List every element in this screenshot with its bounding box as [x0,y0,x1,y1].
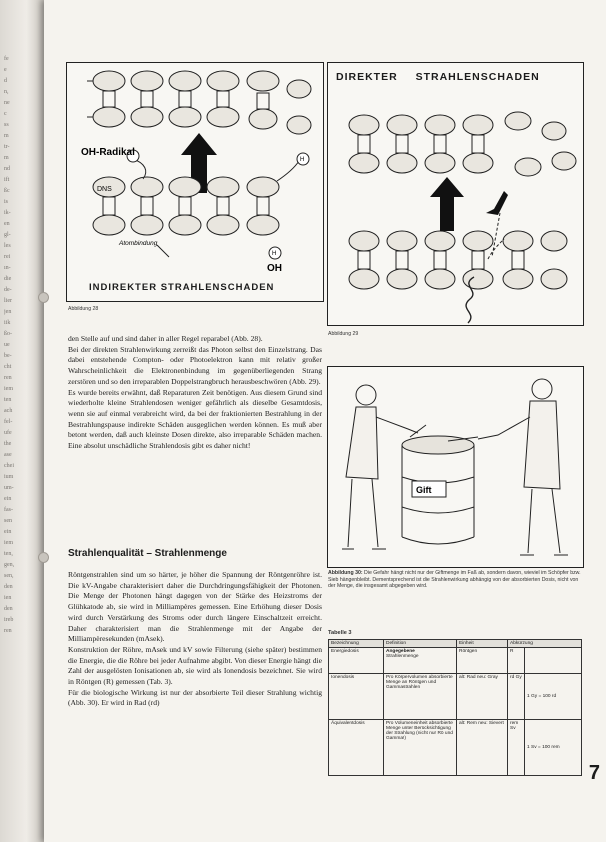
bleed-fragment: ufe [4,430,12,436]
body-paragraph-2: Bei der direkten Strahlenwirkung zerreißt das Photon selbst den Einzelstrang. Das dabei entstehende Compton- oder Photoelektron kann mit relativ großer Wahrscheinlichkeit die Elektronenbindung im gegenüberliegenden Strang zerstören und so den irreparablen Doppelstrangbruch herausbeschwören (Abb. 29). [68,344,322,386]
figure-direct-title: DIREKTER STRAHLENSCHADEN [336,71,540,83]
table-header: Einheit [457,640,508,648]
bleed-fragment: sen [4,518,12,524]
table-cell-unit: Röntgen [457,648,508,674]
bleed-fragment: chei [4,463,14,469]
bleed-fragment: ien [4,595,12,601]
figure-indirect-caption: Abbildung 28 [68,306,99,312]
bleed-fragment: cht [4,364,12,370]
bleed-fragment: tr- [4,144,10,150]
figure-direct-caption: Abbildung 29 [328,331,359,337]
bleed-fragment: um- [4,485,14,491]
binding-hole-bottom [38,552,49,563]
label-oh-radical: OH-Radikal [81,147,135,158]
bleed-fragment: fel- [4,419,13,425]
bleed-fragment: die [4,276,12,282]
bleed-fragment: ın- [4,265,11,271]
bleed-fragment: den [4,606,13,612]
table-cell-conversion [525,648,582,674]
direct-damage-illustration [328,63,583,325]
body-text-column-top [68,334,322,452]
bleed-fragment: sen, [4,573,14,579]
table-cell-name: Ionendosis [329,674,384,720]
label-atombindung: Atombindung [119,240,158,247]
body-paragraph-1: den Stelle auf und sind daher in aller Regel reparabel (Abb. 28). [68,334,263,343]
table-cell-abbr: rem Sv [508,720,525,776]
figure-indirect-damage [66,62,324,302]
bleed-fragment: ium [4,474,14,480]
bleed-fragment: ireb [4,617,14,623]
table-cell-definition: Pro Volumeneinheit absorbierte Menge unter Berücksichtigung der Strahlung (nicht nur Rö und Gamma!) [384,720,457,776]
table-row [329,648,582,674]
bleed-fragment: jen [4,309,12,315]
bleed-fragment: n, [4,89,9,95]
book-page [44,0,606,842]
body-text-column-bottom [68,570,322,709]
label-h: H [300,157,305,163]
table-cell-unit: alt: Rad neu: Gray [457,674,508,720]
bleed-fragment: ss [4,122,9,128]
bleed-fragment: ik- [4,210,11,216]
bleed-fragment: ach [4,408,13,414]
label-oh: OH [267,263,282,274]
bleed-fragment: m [4,155,9,161]
bleed-fragment: iem [4,386,13,392]
bleed-fragment: gen, [4,562,15,568]
table-cell-name: Äquivalentdosis [329,720,384,776]
bleed-fragment: nd [4,166,10,172]
table-cell-conversion: 1 Gy = 100 rd [525,674,582,720]
bleed-fragment: de- [4,287,12,293]
figure-drum-caption [328,570,582,590]
figure-direct-damage [327,62,584,326]
bleed-fragment: fas- [4,507,13,513]
section-paragraph-2: Konstruktion der Röhre, mAsek und kV sowie Filterung (siehe später) bestimmen die Energie, die die Röhre bei jeder Aufnahme abgibt. Von dieser Energie hängt die Zahl der ausgelösten Ionisationen ab, sie wird als Ionendosis bezeichnet. Sie wird in Röntgen (R) gemessen (Tab. 3). [68,644,322,687]
bleed-fragment: d [4,78,7,84]
table-cell-unit: alt: Rem neu: Sievert [457,720,508,776]
bleed-fragment: ten, [4,551,13,557]
figure-indirect-title: INDIREKTER STRAHLENSCHADEN [89,282,275,293]
table-title: Tabelle 3 [328,630,352,636]
indirect-damage-illustration [67,63,323,301]
bleed-fragment: ßc [4,188,10,194]
section-heading: Strahlenqualität – Strahlenmenge [68,548,227,559]
table-row [329,720,582,776]
table-cell-definition: Angegebene Strahlenmenge [384,648,457,674]
bleed-fragment: les [4,243,11,249]
bleed-fragment: rei [4,254,11,260]
figure-drum-caption-text: Die Gefahr hängt nicht nur der Giftmenge im Faß ab, sondern davon, wieviel im Schöpfer bzw. Sieb hängenbleibt. Dementsprechend ist die Strahlenwirkung abhängig von der absorbierten Dosis, nicht von der Menge, die insgesamt abgegeben wird. [328,570,581,590]
table-cell-definition: Pro Körpervolumen absorbierte Menge an Röntgen und Gammastrahlen [384,674,457,720]
table-cell-abbr: rd Gy [508,674,525,720]
bleed-fragment: c [4,111,7,117]
section-paragraph-1: Röntgenstrahlen sind um so härter, je höher die Spannung der Röntgenröhre ist. Die kV-Angabe charakterisiert daher die Durchdringungsfähigkeit der Photonen. Die Menge der Photonen hängt dagegen von der Stärke des Heizstroms der Glühkatode ab, sie wird in Milliampères gemessen. Eine Erhöhung dieser Dosis wird durch Verstärkung des Stroms oder durch längere Einschaltzeit erreicht. Daher charakterisiert man die Strahlenmenge mit der Angabe der Milliampèresekunden (mAsek). [68,570,322,644]
bleed-fragment: ne [4,100,10,106]
bleed-fragment: ue [4,342,10,348]
bleed-fragment: iik [4,320,11,326]
bleed-fragment: ase [4,452,12,458]
bleed-fragment: den [4,584,13,590]
table-header-row [329,640,582,648]
bleed-fragment: e [4,67,7,73]
bleed-fragment: gl- [4,232,11,238]
bleed-fragment: ten [4,397,12,403]
figure-poison-drum [327,366,584,568]
body-paragraph-3: Es wurde bereits erwähnt, daß Reparaturen Zeit benötigen. Aus diesem Grund sind wiederholte kleine Strahlendosen weniger gefährlich als dieselbe Gesamtdosis, wenn sie auf einmal verabreicht wird, da bei der fraktionierten Bestrahlung in der Bestrahlungspause indirekte Schäden ausgeglichen werden können. Es muß aber betont werden, daß auch kleinste Dosen direkte, also irreparable Schäden machen. Eine absolut unschädliche Strahlendosis gibt es daher nicht! [68,387,322,451]
figure-drum-caption-lead: Abbildung 30: [328,570,363,576]
table-header: Abkürzung [508,640,582,648]
poison-drum-illustration [328,367,583,567]
bleed-fragment: ein [4,529,12,535]
bleed-fragment: ßo- [4,331,12,337]
bleed-fragment: is [4,199,9,205]
table-cell-conversion: 1 Sv = 100 rem [525,720,582,776]
binding-hole-top [38,292,49,303]
bleed-fragment: ren [4,628,12,634]
bleed-fragment: ift [4,177,10,183]
label-h-bottom: H [272,251,277,257]
section-paragraph-3: Für die biologische Wirkung ist nur der absorbierte Teil dieser Strahlung wichtig (Abb. 30). Er wird in Rad (rd) [68,687,322,708]
table-cell-abbr: R [508,648,525,674]
table-cell-name: Energiedosis [329,648,384,674]
bleed-fragment: en [4,221,10,227]
bleed-fragment: iem [4,540,13,546]
bleed-fragment: lier [4,298,12,304]
bleed-fragment: fe [4,56,9,62]
bleed-fragment: m [4,133,9,139]
bleed-fragment: the [4,441,12,447]
table-header: Bezeichnung [329,640,384,648]
drum-label: Gift [416,485,432,495]
label-dns: DNS [97,186,112,193]
left-page-bleed-text [4,55,36,638]
bleed-fragment: ein [4,496,12,502]
page-number: 7 [588,762,600,784]
table-row [329,674,582,720]
radiation-units-table [328,639,582,776]
table-header: Definition [384,640,457,648]
bleed-fragment: be- [4,353,12,359]
bleed-fragment: ren [4,375,12,381]
